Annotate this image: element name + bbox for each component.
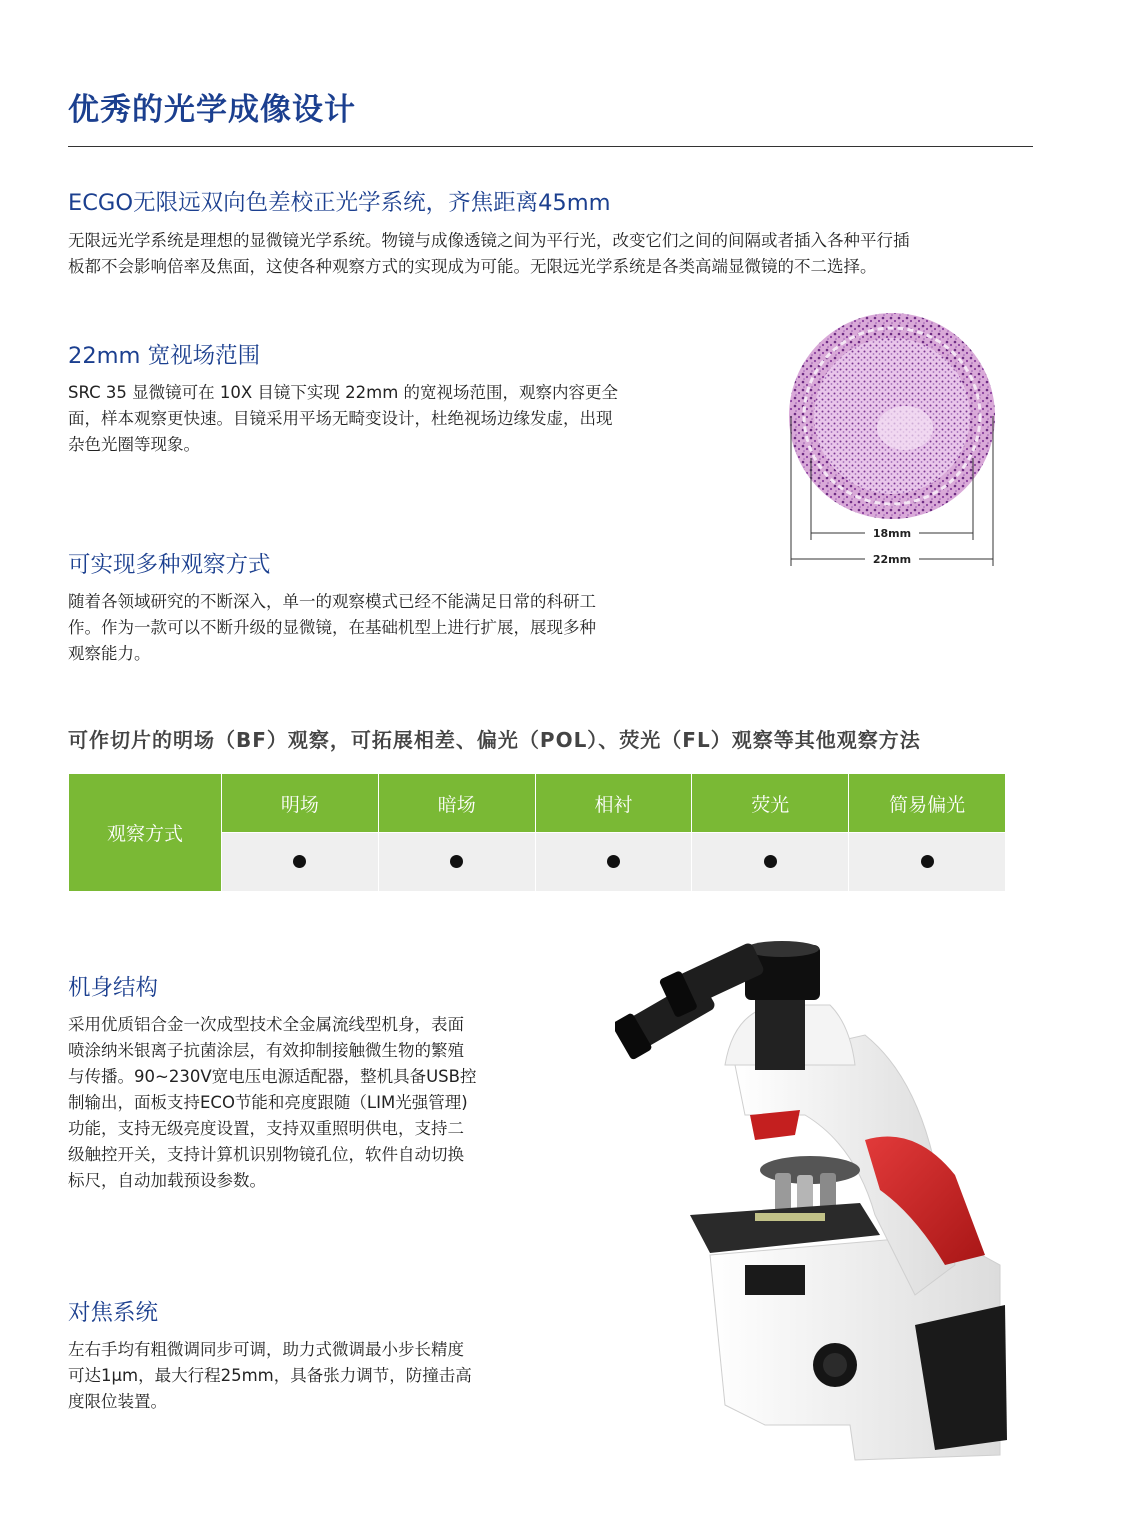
optics-text bbox=[68, 228, 1038, 280]
body-text bbox=[68, 1012, 548, 1194]
text-line: 面，样本观察更快速。目镜采用平场无畸变设计，杜绝视场边缘发虚，出现 bbox=[68, 409, 613, 428]
fine-focus-knob-icon bbox=[823, 1353, 847, 1377]
support-cell bbox=[378, 833, 535, 892]
modes-text bbox=[68, 589, 708, 667]
text-line: 喷涂纳米银离子抗菌涂层，有效抑制接触微生物的繁殖 bbox=[68, 1041, 464, 1060]
field-text bbox=[68, 380, 708, 458]
support-cell bbox=[692, 833, 849, 892]
text-line: SRC 35 显微镜可在 10X 目镜下实现 22mm 的宽视场范围，观察内容更全 bbox=[68, 383, 619, 402]
text-line: 杂色光圈等现象。 bbox=[68, 435, 200, 454]
body-heading: 机身结构 bbox=[68, 975, 159, 1001]
supported-dot-icon bbox=[607, 855, 620, 868]
column-header: 简易偏光 bbox=[849, 774, 1006, 833]
tissue-lumen bbox=[877, 406, 933, 450]
focus-text bbox=[68, 1337, 548, 1415]
field-heading: 22mm 宽视场范围 bbox=[68, 343, 261, 369]
text-line: 制输出，面板支持ECO节能和亮度跟随（LIM光强管理) bbox=[68, 1093, 468, 1112]
column-header: 荧光 bbox=[692, 774, 849, 833]
slide bbox=[755, 1213, 825, 1221]
text-line: 度限位装置。 bbox=[68, 1392, 167, 1411]
support-cell bbox=[849, 833, 1006, 892]
supported-dot-icon bbox=[921, 855, 934, 868]
column-header: 暗场 bbox=[378, 774, 535, 833]
text-line: 作。作为一款可以不断升级的显微镜，在基础机型上进行扩展，展现多种 bbox=[68, 618, 596, 637]
text-line: 板都不会影响倍率及焦面，这使各种观察方式的实现成为可能。无限远光学系统是各类高端显微镜的不二选择。 bbox=[68, 257, 877, 276]
supported-dot-icon bbox=[293, 855, 306, 868]
page-title: 优秀的光学成像设计 bbox=[68, 92, 356, 128]
label-22mm: 22mm bbox=[872, 553, 912, 566]
text-line: 随着各领域研究的不断深入，单一的观察模式已经不能满足日常的科研工 bbox=[68, 592, 596, 611]
text-line: 功能，支持无级亮度设置，支持双重照明供电，支持二 bbox=[68, 1119, 464, 1138]
column-header: 相衬 bbox=[535, 774, 692, 833]
modes-heading: 可实现多种观察方式 bbox=[68, 552, 271, 578]
camera-tube bbox=[755, 995, 805, 1070]
title-divider bbox=[68, 146, 1033, 147]
red-accent bbox=[750, 1110, 800, 1140]
text-line: 采用优质铝合金一次成型技术全金属流线型机身，表面 bbox=[68, 1015, 464, 1034]
text-line: 可达1μm，最大行程25mm，具备张力调节，防撞击高 bbox=[68, 1366, 472, 1385]
text-line: 级触控开关，支持计算机识别物镜孔位，软件自动切换 bbox=[68, 1145, 464, 1164]
support-cell bbox=[535, 833, 692, 892]
observation-table bbox=[68, 773, 1006, 892]
supported-dot-icon bbox=[450, 855, 463, 868]
condenser bbox=[745, 1265, 805, 1295]
objective-lens bbox=[775, 1173, 791, 1213]
row-label: 观察方式 bbox=[69, 774, 222, 892]
support-cell bbox=[222, 833, 379, 892]
text-line: 左右手均有粗微调同步可调，助力式微调最小步长精度 bbox=[68, 1340, 464, 1359]
label-18mm: 18mm bbox=[872, 527, 912, 540]
column-header: 明场 bbox=[222, 774, 379, 833]
supported-dot-icon bbox=[764, 855, 777, 868]
field-of-view-figure bbox=[785, 308, 1000, 570]
text-line: 无限远光学系统是理想的显微镜光学系统。物镜与成像透镜之间为平行光，改变它们之间的间隔或者插入各种平行插 bbox=[68, 231, 910, 250]
text-line: 与传播。90~230V宽电压电源适配器，整机具备USB控 bbox=[68, 1067, 477, 1086]
observation-banner: 可作切片的明场（BF）观察，可拓展相差、偏光（POL）、荧光（FL）观察等其他观察方法 bbox=[68, 728, 921, 752]
microscope-image bbox=[615, 935, 1015, 1475]
optics-heading: ECGO无限远双向色差校正光学系统，齐焦距离45mm bbox=[68, 190, 611, 216]
text-line: 观察能力。 bbox=[68, 644, 151, 663]
text-line: 标尺，自动加载预设参数。 bbox=[68, 1171, 266, 1190]
focus-heading: 对焦系统 bbox=[68, 1300, 159, 1326]
